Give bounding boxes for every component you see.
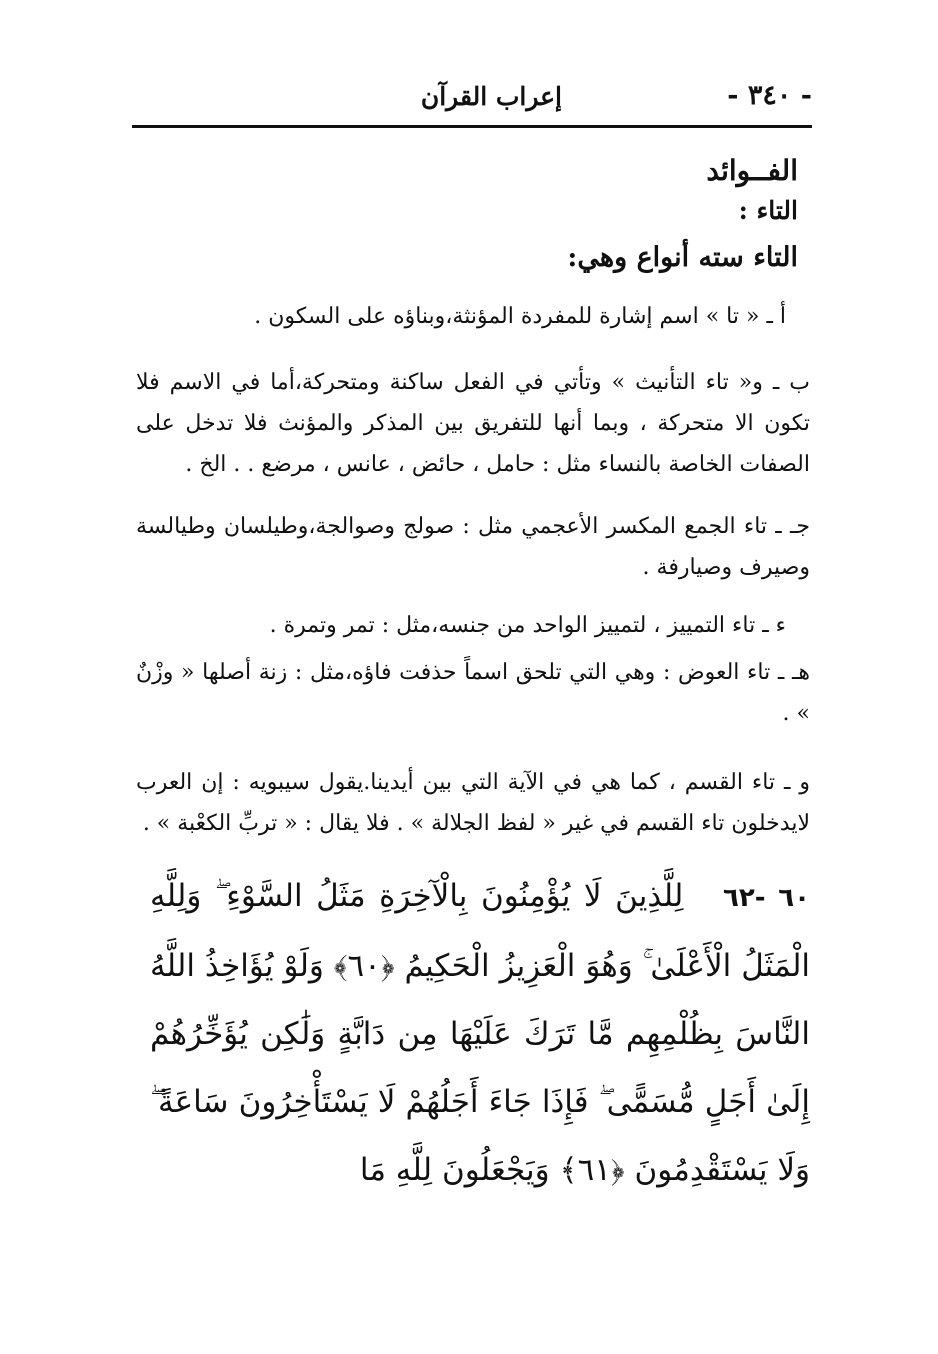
page-number: - ٣٤٠ - — [727, 80, 812, 111]
paragraph-alif: أ ـ « تا » اسم إشارة للمفردة المؤنثة،وبناؤه على السكون . — [254, 304, 786, 329]
section-intro: التاء سته أنواع وهي: — [567, 242, 798, 273]
paragraph-baa: ب ـ و« تاء التأنيث » وتأتي في الفعل ساكنة ومتحركة،أما في الاسم فلا تكون الا متحركة ، وبما أنها للتفريق بين المذكر والمؤنث فلا تدخل على الصفات الخاصة بالنساء مثل : حامل ، حائض ، عانس ، مرضع . . الخ . — [136, 370, 810, 477]
paragraph-jim: جـ ـ تاء الجمع المكسر الأعجمي مثل : صولج وصوالجة،وطيلسان وطيالسة وصيرف وصيارفة . — [136, 514, 810, 580]
paragraph-dal: ء ـ تاء التمييز ، لتمييز الواحد من جنسه،مثل : تمر وتمرة . — [269, 613, 786, 638]
section-heading-fawaid: الفــوائد — [706, 154, 798, 187]
header-rule — [132, 125, 812, 128]
verse-reference: ٦٠ -٦٢ — [722, 883, 811, 913]
running-title: إعراب القرآن — [420, 82, 562, 111]
quran-passage — [150, 862, 810, 1204]
quran-text: لِلَّذِينَ لَا يُؤْمِنُونَ بِالْآخِرَةِ مَثَلُ السَّوْءِ ۖ وَلِلَّهِ الْمَثَلُ الْأَعْلَىٰ ۚ وَهُوَ الْعَزِيزُ الْحَكِيمُ ﴿٦٠﴾ وَلَوْ يُؤَاخِذُ اللَّهُ النَّاسَ بِظُلْمِهِم مَّا تَرَكَ عَلَيْهَا مِن دَابَّةٍ وَلَٰكِن يُؤَخِّرُهُمْ إِلَىٰ أَجَلٍ مُّسَمًّى ۖ فَإِذَا جَاءَ أَجَلُهُمْ لَا يَسْتَأْخِرُونَ سَاعَةً ۖ وَلَا يَسْتَقْدِمُونَ ﴿٦١﴾ وَيَجْعَلُونَ لِلَّهِ مَا — [150, 878, 810, 1188]
paragraph-haa: هـ ـ تاء العوض : وهي التي تلحق اسماً حذفت فاؤه،مثل : زنة أصلها « وزْنٌ » . — [136, 660, 810, 726]
page-header — [132, 78, 812, 124]
paragraph-waw: و ـ تاء القسم ، كما هي في الآية التي بين أيدينا.يقول سيبويه : إن العرب لايدخلون تاء القسم في غير « لفظ الجلالة » . فلا يقال : « تربِّ الكعْبة » . — [136, 770, 810, 836]
section-heading-taa: التاء : — [738, 196, 798, 225]
